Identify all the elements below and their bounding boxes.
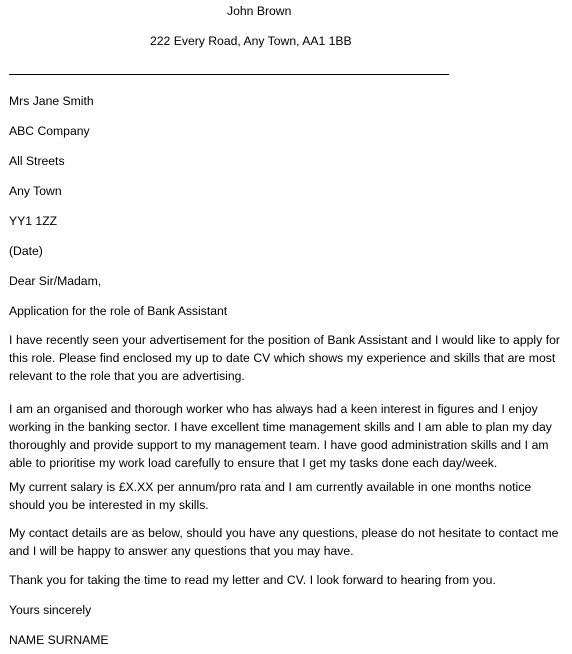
subject-line: Application for the role of Bank Assistant: [9, 304, 228, 318]
body-paragraph-salary: My current salary is £X.XX per annum/pro rata and I am currently available in one months notice should you be interested in my skills.: [9, 480, 532, 512]
separator-line: [9, 74, 449, 75]
sender-name: John Brown: [227, 4, 292, 18]
closing: Yours sincerely: [9, 603, 92, 617]
recipient-name: Mrs Jane Smith: [9, 94, 94, 108]
body-paragraph-experience: I am an organised and thorough worker who has always had a keen interest in figures and I enjoy working in the banking sector. I have excellent time management skills and I am able to plan my day thoroughly and provide support to my management team. I have good administration skills and I am able to prioritise my work load carefully to ensure that I get my tasks done each day/week.: [9, 402, 552, 470]
body-paragraph-thanks: Thank you for taking the time to read my letter and CV. I look forward to hearing from you.: [9, 573, 496, 587]
recipient-postcode: YY1 1ZZ: [9, 214, 58, 228]
recipient-company: ABC Company: [9, 124, 90, 138]
salutation: Dear Sir/Madam,: [9, 274, 102, 288]
recipient-street: All Streets: [9, 154, 65, 168]
body-paragraph-intro: I have recently seen your advertisement for the position of Bank Assistant and I would like to apply for this role. Please find enclosed my up to date CV which shows my experience and skills that are most relevant to the role that you are advertising.: [9, 333, 560, 383]
body-paragraph-contact: My contact details are as below, should you have any questions, please do not hesitate to contact me and I will be happy to answer any questions that you may have.: [9, 526, 559, 558]
sender-address: 222 Every Road, Any Town, AA1 1BB: [150, 34, 352, 48]
letter-date: (Date): [9, 244, 43, 258]
recipient-town: Any Town: [9, 184, 62, 198]
signature-name: NAME SURNAME: [9, 633, 109, 647]
